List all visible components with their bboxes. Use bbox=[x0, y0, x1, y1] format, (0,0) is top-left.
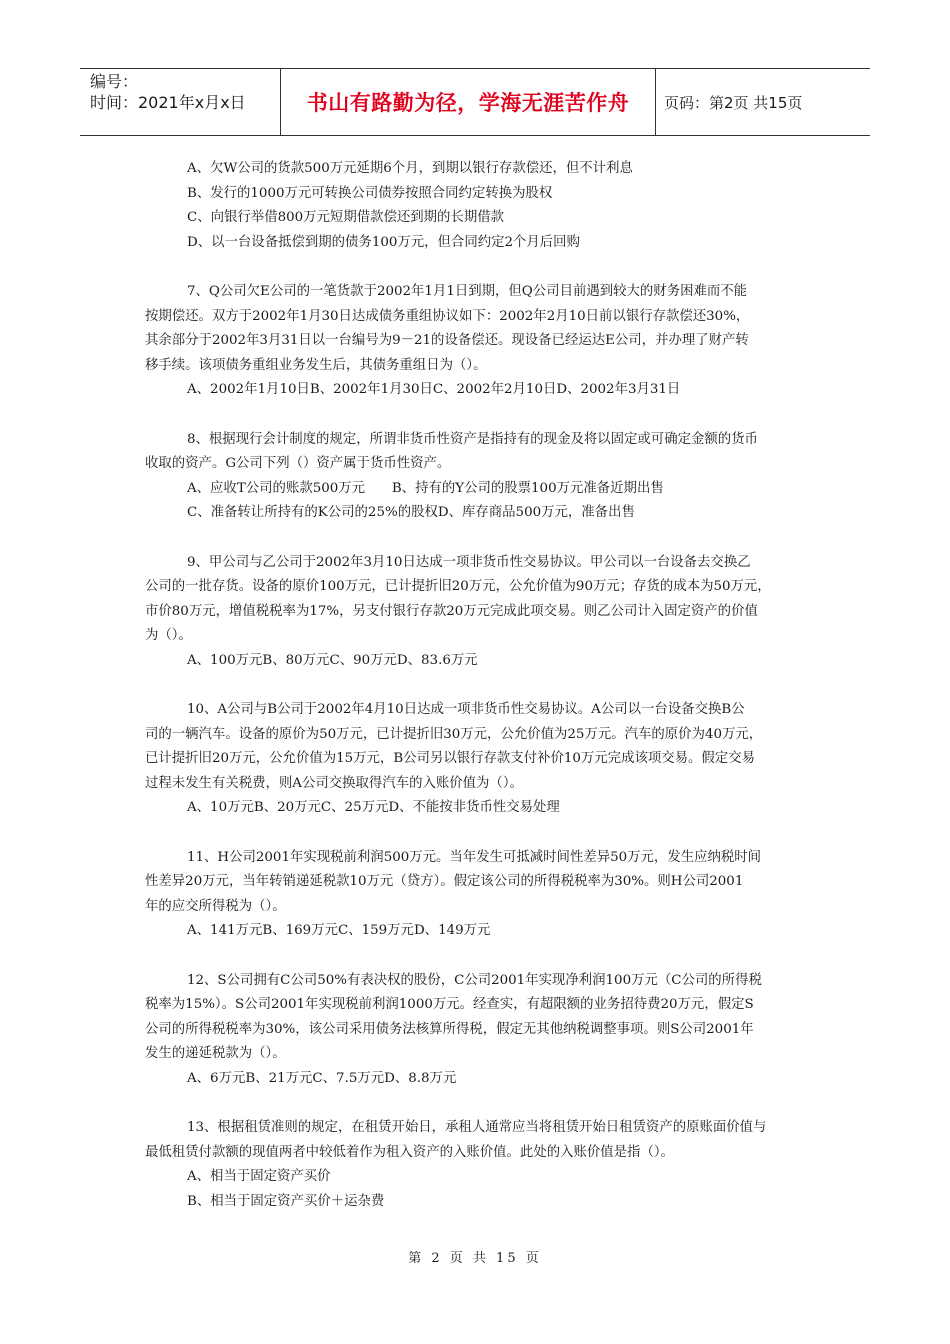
question-text-line: 性差异20万元，当年转销递延税款10万元（贷方）。假定该公司的所得税税率为30%。则H公司2001 bbox=[145, 874, 744, 890]
question-text-line: 过程未发生有关税费，则A公司交换取得汽车的入账价值为（）。 bbox=[145, 775, 523, 791]
question-text-line: 公司的一批存货。设备的原价100万元，已计提折旧20万元，公允价值为90万元；存货的成本为50万元， bbox=[145, 579, 771, 595]
question-text-line: 市价80万元，增值税税率为17%，另支付银行存款20万元完成此项交易。则乙公司计入固定资产的价值 bbox=[145, 603, 758, 619]
answer-option-line: B、相当于固定资产买价＋运杂费 bbox=[187, 1193, 385, 1209]
page-footer: 第 2 页 共 15 页 bbox=[408, 1251, 542, 1266]
question-text-line: 司的一辆汽车。设备的原价为50万元，已计提折旧30万元，公允价值为25万元。汽车的原价为40万元， bbox=[145, 726, 763, 742]
answer-option-line: C、向银行举借800万元短期借款偿还到期的长期借款 bbox=[187, 210, 505, 226]
paragraph-gap bbox=[145, 1092, 810, 1117]
answer-option-line: A、100万元B、80万元C、90万元D、83.6万元 bbox=[187, 652, 478, 668]
question-text-line: 发生的递延税款为（）。 bbox=[145, 1046, 286, 1062]
question-first-line: 13、根据租赁准则的规定，在租赁开始日，承租人通常应当将租赁开始日租赁资产的原账面价值与 bbox=[187, 1120, 767, 1136]
question-first-line: 12、S公司拥有C公司50%有表决权的股份，C公司2001年实现净利润100万元（C公司的所得税 bbox=[187, 972, 762, 988]
answer-option-line: A、141万元B、169万元C、159万元D、149万元 bbox=[187, 923, 491, 939]
answer-option-line: D、以一台设备抵偿到期的债务100万元，但合同约定2个月后回购 bbox=[187, 234, 580, 250]
question-text-line: 最低租赁付款额的现值两者中较低着作为租入资产的入账价值。此处的入账价值是指（）。 bbox=[145, 1144, 674, 1160]
header-page-info: 页码：第2页 共15页 bbox=[664, 93, 803, 112]
document-number-label: 编号： bbox=[90, 72, 139, 91]
answer-option-line: B、发行的1000万元可转换公司债券按照合同约定转换为股权 bbox=[187, 185, 553, 201]
question-text-line: 税率为15%）。S公司2001年实现税前利润1000万元。经查实，有超限额的业务招待费20万元，假定S bbox=[145, 997, 754, 1013]
question-text-line: 年的应交所得税为（）。 bbox=[145, 898, 286, 914]
question-text-line: 收取的资产。G公司下列（）资产属于货币性资产。 bbox=[145, 456, 451, 472]
document-body bbox=[145, 157, 810, 1215]
header-meta bbox=[80, 69, 281, 135]
question-text-line: 其余部分于2002年3月31日以一台编号为9－21的设备偿还。现设备已经运达E公司，并办理了财产转 bbox=[145, 333, 749, 349]
answer-option-line: A、应收T公司的账款500万元 B、持有的Y公司的股票100万元准备近期出售 bbox=[187, 480, 664, 496]
question-first-line: 9、甲公司与乙公司于2002年3月10日达成一项非货币性交易协议。甲公司以一台设备去交换乙 bbox=[187, 554, 751, 570]
answer-option-line: A、10万元B、20万元C、25万元D、不能按非货币性交易处理 bbox=[187, 800, 560, 816]
paragraph-gap bbox=[145, 944, 810, 969]
page-header bbox=[80, 68, 870, 136]
paragraph-gap bbox=[145, 403, 810, 428]
question-text-line: 为（）。 bbox=[145, 628, 192, 644]
answer-option-line: C、准备转让所持有的K公司的25%的股权D、库存商品500万元，准备出售 bbox=[187, 505, 635, 521]
answer-option-line: A、6万元B、21万元C、7.5万元D、8.8万元 bbox=[187, 1070, 457, 1086]
question-text-line: 已计提折旧20万元，公允价值为15万元，B公司另以银行存款支付补价10万元完成该项交易。假定交易 bbox=[145, 751, 755, 767]
question-first-line: 8、根据现行会计制度的规定，所谓非货币性资产是指持有的现金及将以固定或可确定金额的货币 bbox=[187, 431, 758, 447]
answer-option-line: A、欠W公司的货款500万元延期6个月，到期以银行存款偿还，但不计利息 bbox=[187, 161, 633, 176]
header-motto: 书山有路勤为径，学海无涯苦作舟 bbox=[281, 69, 656, 135]
question-text-line: 公司的所得税税率为30%，该公司采用债务法核算所得税，假定无其他纳税调整事项。则S公司2001年 bbox=[145, 1021, 754, 1037]
paragraph-gap bbox=[145, 821, 810, 846]
question-first-line: 7、Q公司欠E公司的一笔货款于2002年1月1日到期，但Q公司目前遇到较大的财务困难而不能 bbox=[187, 283, 748, 299]
paragraph-gap bbox=[145, 255, 810, 280]
question-first-line: 10、A公司与B公司于2002年4月10日达成一项非货币性交易协议。A公司以一台设备交换B公 bbox=[187, 702, 745, 718]
answer-option-line: A、2002年1月10日B、2002年1月30日C、2002年2月10日D、2002年3月31日 bbox=[187, 382, 681, 398]
question-text-line: 移手续。该项债务重组业务发生后，其债务重组日为（）。 bbox=[145, 357, 487, 373]
paragraph-gap bbox=[145, 673, 810, 698]
question-first-line: 11、H公司2001年实现税前利润500万元。当年发生可抵减时间性差异50万元，发生应纳税时间 bbox=[187, 849, 762, 865]
question-text-line: 按期偿还。双方于2002年1月30日达成债务重组协议如下：2002年2月10日前以银行存款偿还30%， bbox=[145, 308, 750, 324]
paragraph-gap bbox=[145, 526, 810, 551]
document-time-label: 时间：2021年x月x日 bbox=[90, 93, 246, 112]
answer-option-line: A、相当于固定资产买价 bbox=[187, 1169, 331, 1185]
